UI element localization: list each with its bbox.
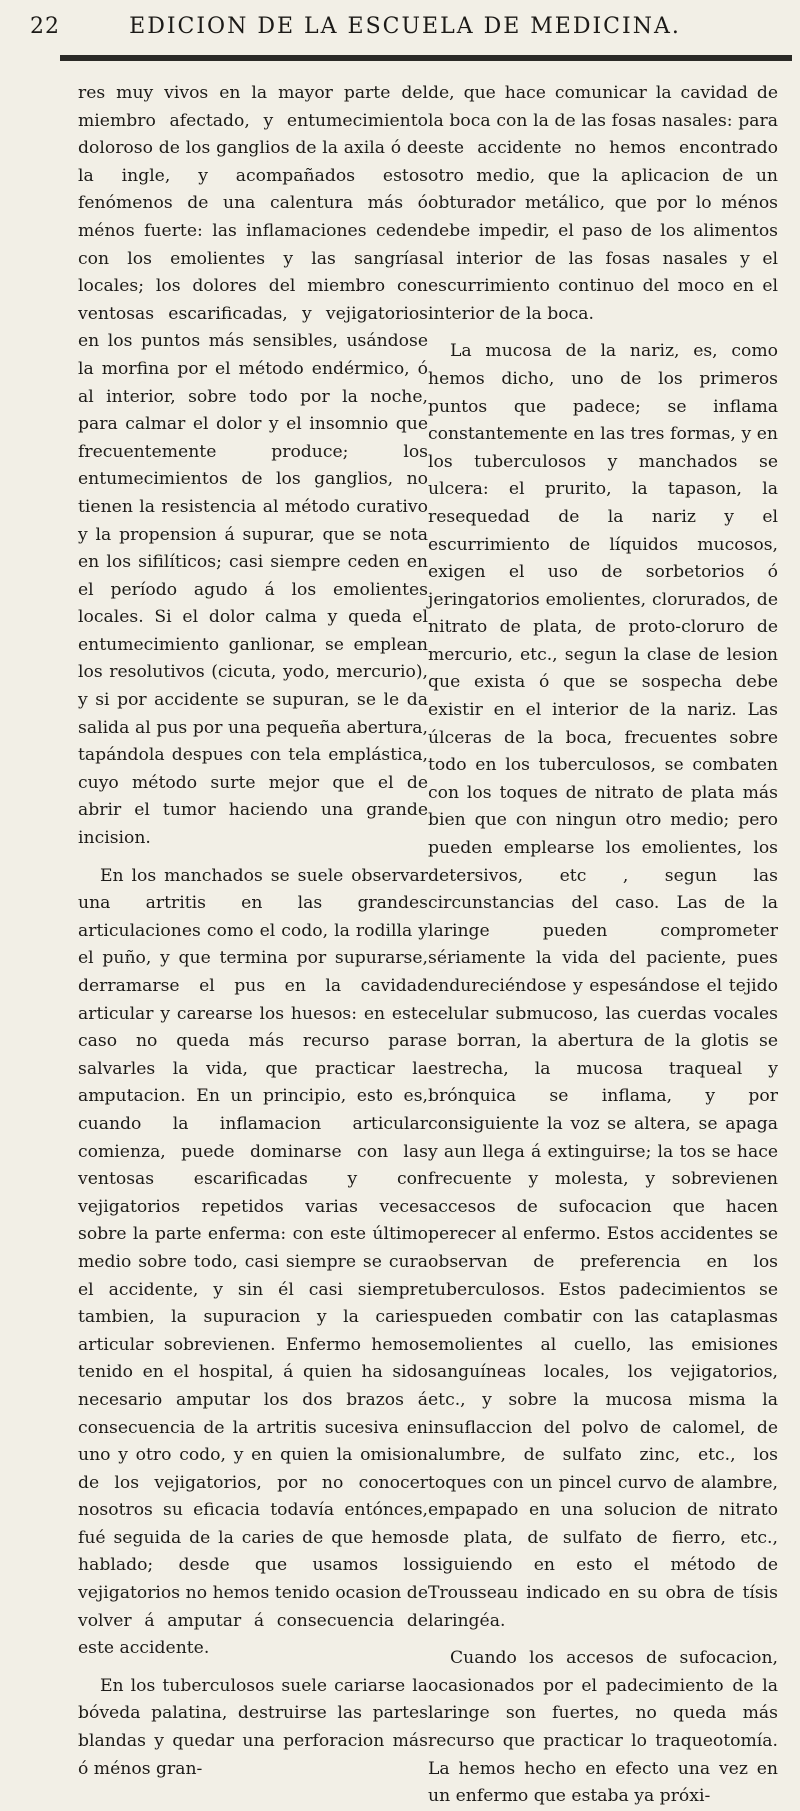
running-title: EDICION DE LA ESCUELA DE MEDICINA. <box>129 14 681 39</box>
header-rule <box>60 55 792 61</box>
left-paragraph-3: En los tuberculosos suele cariarse la bóveda palatina, destruirse las partes blandas y quedar una perforacion más ó ménos gran- <box>78 1675 428 1779</box>
page-number: 22 <box>30 14 60 39</box>
page-header <box>20 14 790 46</box>
right-paragraph-3: Cuando los accesos de sufocacion, ocasionados por el padecimiento de la laringe son fuertes, no queda más recurso que practicar lo traqueotomía. La hemos hecho en efecto una vez en un enfermo que estaba ya próxi- <box>428 1648 778 1807</box>
right-paragraph-1: de, que hace comunicar la cavidad de la boca con la de las fosas nasales: para este accidente no hemos encontrado otro medio, que la aplicacion de un obturador metálico, que por lo ménos debe impedir, el paso de los alimentos al interior de las fosas nasales y el escurrimiento continuo del moco en el interior de la boca. <box>428 83 778 324</box>
left-column <box>78 80 428 1783</box>
right-column <box>428 80 778 1811</box>
left-paragraph-2: En los manchados se suele observar una artritis en las grandes articulaciones como el codo, la rodilla y el puño, y que termina por supurarse, derramarse el pus en la cavidad articular y carearse los huesos: en este caso no queda más recurso para salvarles la vida, que practicar la amputacion. En un principio, esto es, cuando la inflamacion articular comienza, puede dominarse con las ventosas escarificadas y con vejigatorios repetidos varias veces sobre la parte enferma: con este último medio sobre todo, casi siempre se cura el accidente, y sin él casi siempre tambien, la supuracion y la caries articular sobrevienen. Enfermo hemos tenido en el hospital, á quien ha sido necesario amputar los dos brazos á consecuencia de la artritis sucesiva en uno y otro codo, y en quien la omision de los vejigatorios, por no conocer nosotros su eficacia todavía entónces, fué seguida de la caries de que hemos hablado; desde que usamos los vejigatorios no hemos tenido ocasion de volver á amputar á consecuencia de este accidente. <box>78 865 428 1659</box>
left-paragraph-1: res muy vivos en la mayor parte del miembro afectado, y entumecimiento doloroso de los ganglios de la axila ó de la ingle, y acompañados estos fenómenos de una calentura más ó ménos fuerte: las inflamaciones ceden con los emolientes y las sangrías locales; los dolores del miembro con ventosas escarificadas, y vejigatorios en los puntos más sensibles, usándose la morfina por el método endérmico, ó al interior, sobre todo por la noche, para calmar el dolor y el insomnio que frecuentemente produce; los entumecimientos de los ganglios, no tienen la resistencia al método curativo y la propension á supurar, que se nota en los sifilíticos; casi siempre ceden en el período agudo á los emolientes locales. Si el dolor calma y queda el entumecimiento ganlionar, se emplean los resolutivos (cicuta, yodo, mercurio), y si por accidente se supuran, se le da salida al pus por una pequeña abertura, tapándola despues con tela emplástica, cuyo método surte mejor que el de abrir el tumor haciendo una grande incision. <box>78 83 428 849</box>
right-paragraph-2: La mucosa de la nariz, es, como hemos dicho, uno de los primeros puntos que padece; se inflama constantemente en las tres formas, y en los tuberculosos y manchados se ulcera: el prurito, la tapason, la resequedad de la nariz y el escurrimiento de líquidos mucosos, exigen el uso de sorbetorios ó jeringatorios emolientes, clorurados, de nitrato de plata, de proto-cloruro de mercurio, etc., segun la clase de lesion que exista ó que se sospecha debe existir en el interior de la nariz. Las úlceras de la boca, frecuentes sobre todo en los tuberculosos, se combaten con los toques de nitrato de plata más bien que con ningun otro medio; pero pueden emplearse los emolientes, los detersivos, etc , segun las circunstancias del caso. Las de la laringe pueden comprometer sériamente la vida del paciente, pues endureciéndose y espesándose el tejido celular submucoso, las cuerdas vocales se borran, la abertura de la glotis se estrecha, la mucosa traqueal y brónquica se inflama, y por consiguiente la voz se altera, se apaga y aun llega á extinguirse; la tos se hace frecuente y molesta, y sobrevienen accesos de sufocacion que hacen perecer al enfermo. Estos accidentes se observan de preferencia en los tuberculosos. Estos padecimientos se pueden combatir con las cataplasmas emolientes al cuello, las emisiones sanguíneas locales, los vejigatorios, etc., y sobre la mucosa misma la insuflaccion del polvo de calomel, de alumbre, de sulfato zinc, etc., los toques con un pincel curvo de alambre, empapado en una solucion de nitrato de plata, de sulfato de fierro, etc., siguiendo en esto el método de Trousseau indicado en su obra de tísis laringéa. <box>428 341 778 1631</box>
